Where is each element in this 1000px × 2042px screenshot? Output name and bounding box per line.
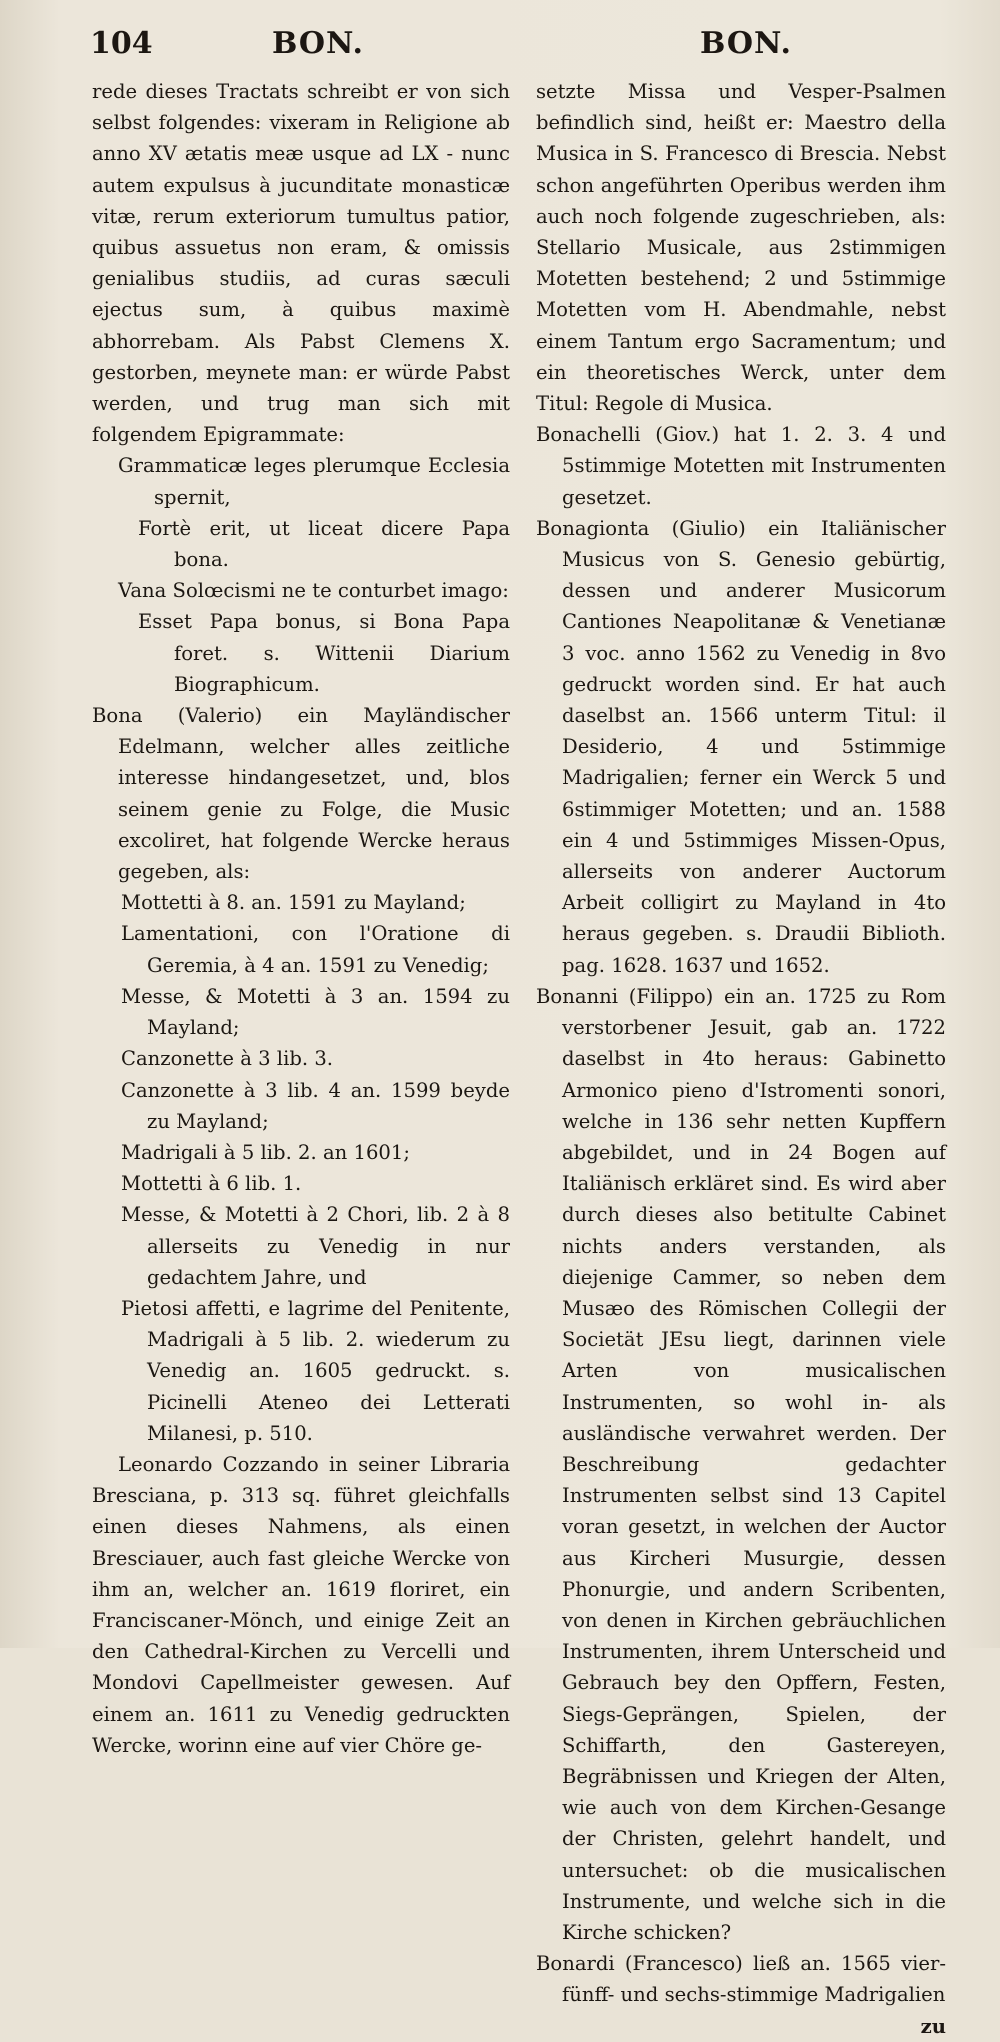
work-list-item: Madrigali à 5 lib. 2. an 1601; — [121, 1140, 410, 1164]
work-list-item: Lamentationi, con l'Oratione di Geremia, à 4 an. 1591 zu Venedig; — [121, 922, 510, 977]
work-list-item: Mottetti à 8. an. 1591 zu Mayland; — [121, 891, 466, 915]
right-column — [536, 76, 946, 2042]
running-head-right: BON. — [700, 26, 792, 61]
work-list-item: Mottetti à 6 lib. 1. — [121, 1172, 302, 1196]
catchword: zu — [920, 2014, 946, 2038]
work-list-item: Messe, & Motetti à 3 an. 1594 zu Mayland; — [121, 984, 510, 1040]
page-header — [0, 22, 1000, 62]
lexicon-entry: Bonachelli (Giov.) hat 1. 2. 3. 4 und 5stimmige Motetten mit Instrumenten gesetzet. — [536, 423, 946, 509]
work-list-item: Pietosi affetti, e lagrime del Penitente, Madrigali à 5 lib. 2. wiederum zu Venedig an. 1605 gedruckt. s. Picinelli Ateneo dei Letterati Milanesi, p. 510. — [121, 1296, 510, 1445]
running-head-left: BON. — [272, 26, 364, 61]
body-paragraph: Leonardo Cozzando in seiner Libraria Bresciana, p. 313 sq. führet gleichfalls einen dieses Nahmens, als einen Bresciauer, auch fast gleiche Wercke von ihm an, welcher an. 1619 floriret, ein Franciscaner-Mönch, und einige Zeit an den Cathedral-Kirchen zu Vercelli und Mondovi Capellmeister gewesen. Auf einem an. 1611 zu Venedig gedruckten Wercke, worinn eine auf vier Chöre ge- — [92, 1452, 510, 1757]
verse-line: Fortè erit, ut liceat dicere Papa bona. — [138, 516, 510, 572]
work-list-item: Canzonette à 3 lib. 4 an. 1599 beyde zu Mayland; — [121, 1078, 510, 1133]
verse-line: Esset Papa bonus, si Bona Papa foret. s. Wittenii Diarium Biographicum. — [138, 610, 510, 696]
lexicon-entry: Bonanni (Filippo) ein an. 1725 zu Rom verstorbener Jesuit, gab an. 1722 daselbst in 4to heraus: Gabinetto Armonico pieno d'Istromenti sonori, welche in 136 sehr netten Kupffern abgebildet, und in 24 Bogen auf Italiänisch erkläret sind. Es wird aber durch dieses also betitulte Cabinet nichts anders verstanden, als diejenige Cammer, so neben dem Musæo des Römischen Collegii der Societät JEsu liegt, darinnen viele Arten von musicalischen Instrumenten, so wohl in- als ausländische verwahret werden. Der Beschreibung gedachter Instrumenten selbst sind 13 Capitel voran gesetzt, in welchen der Auctor aus Kircheri Musurgie, dessen Phonurgie, und andern Scribenten, von denen in Kirchen gebräuchlichen Instrumenten, ihrem Unterscheid und Gebrauch bey den Opffern, Festen, Siegs-Geprängen, Spielen, der Schiffarth, den Gastereyen, Begräbnissen und Kriegen der Alten, wie auch von dem Kirchen-Gesange der Christen, gelehrt handelt, und untersuchet: ob die musicalischen Instrumente, und welche sich in die Kirche schicken? — [536, 984, 946, 1944]
lexicon-entry: Bonagionta (Giulio) ein Italiänischer Musicus von S. Genesio gebürtig, dessen und anderer Musicorum Cantiones Neapolitanæ & Venetianæ 3 voc. anno 1562 zu Venedig in 8vo gedruckt worden sind. Er hat auch daselbst an. 1566 unterm Titul: il Desiderio, 4 und 5stimmige Madrigalien; ferner ein Werck 5 und 6stimmiger Motetten; und an. 1588 ein 4 und 5stimmiges Missen-Opus, allerseits von anderer Auctorum Arbeit colligirt zu Mayland in 4to heraus gegeben. s. Draudii Biblioth. pag. 1628. 1637 und 1652. — [536, 516, 946, 977]
lexicon-entry: Bona (Valerio) ein Mayländischer Edelmann, welcher alles zeitliche interesse hindangesetzet, und, blos seinem genie zu Folge, die Music excoliret, hat folgende Wercke heraus gegeben, als: — [92, 704, 510, 884]
lexicon-entry: Bonardi (Francesco) ließ an. 1565 vier- fünff- und sechs-stimmige Madrigalien — [536, 1952, 946, 2007]
verse-line: Grammaticæ leges plerumque Ecclesia spernit, — [118, 454, 510, 509]
work-list-item: Canzonette à 3 lib. 3. — [121, 1047, 334, 1071]
left-column — [92, 76, 510, 1761]
page-number: 104 — [90, 26, 153, 61]
body-paragraph: setzte Missa und Vesper-Psalmen befindlich sind, heißt er: Maestro della Musica in S. Francesco di Brescia. Nebst schon angeführten Operibus werden ihm auch noch folgende zugeschrieben, als: Stellario Musicale, aus 2stimmigen Motetten bestehend; 2 und 5stimmige Motetten vom H. Abendmahle, nebst einem Tantum ergo Sacramentum; und ein theoretisches Werck, unter dem Titul: Regole di Musica. — [536, 80, 946, 416]
verse-line: Vana Solœcismi ne te conturbet imago: — [118, 579, 509, 603]
body-paragraph: rede dieses Tractats schreibt er von sich selbst folgendes: vixeram in Religione ab anno XV ætatis meæ usque ad LX - nunc autem expulsus à jucunditate monasticæ vitæ, rerum exteriorum tumultus patior, quibus assuetus non eram, & omissis genialibus studiis, ad curas sæculi ejectus sum, à quibus maximè abhorrebam. Als Pabst Clemens X. gestorben, meynete man: er würde Pabst werden, und trug man sich mit folgendem Epigrammate: — [92, 80, 510, 447]
epigram — [92, 450, 510, 700]
work-list-item: Messe, & Motetti à 2 Chori, lib. 2 à 8 allerseits zu Venedig in nur gedachtem Jahre, und — [121, 1203, 510, 1289]
